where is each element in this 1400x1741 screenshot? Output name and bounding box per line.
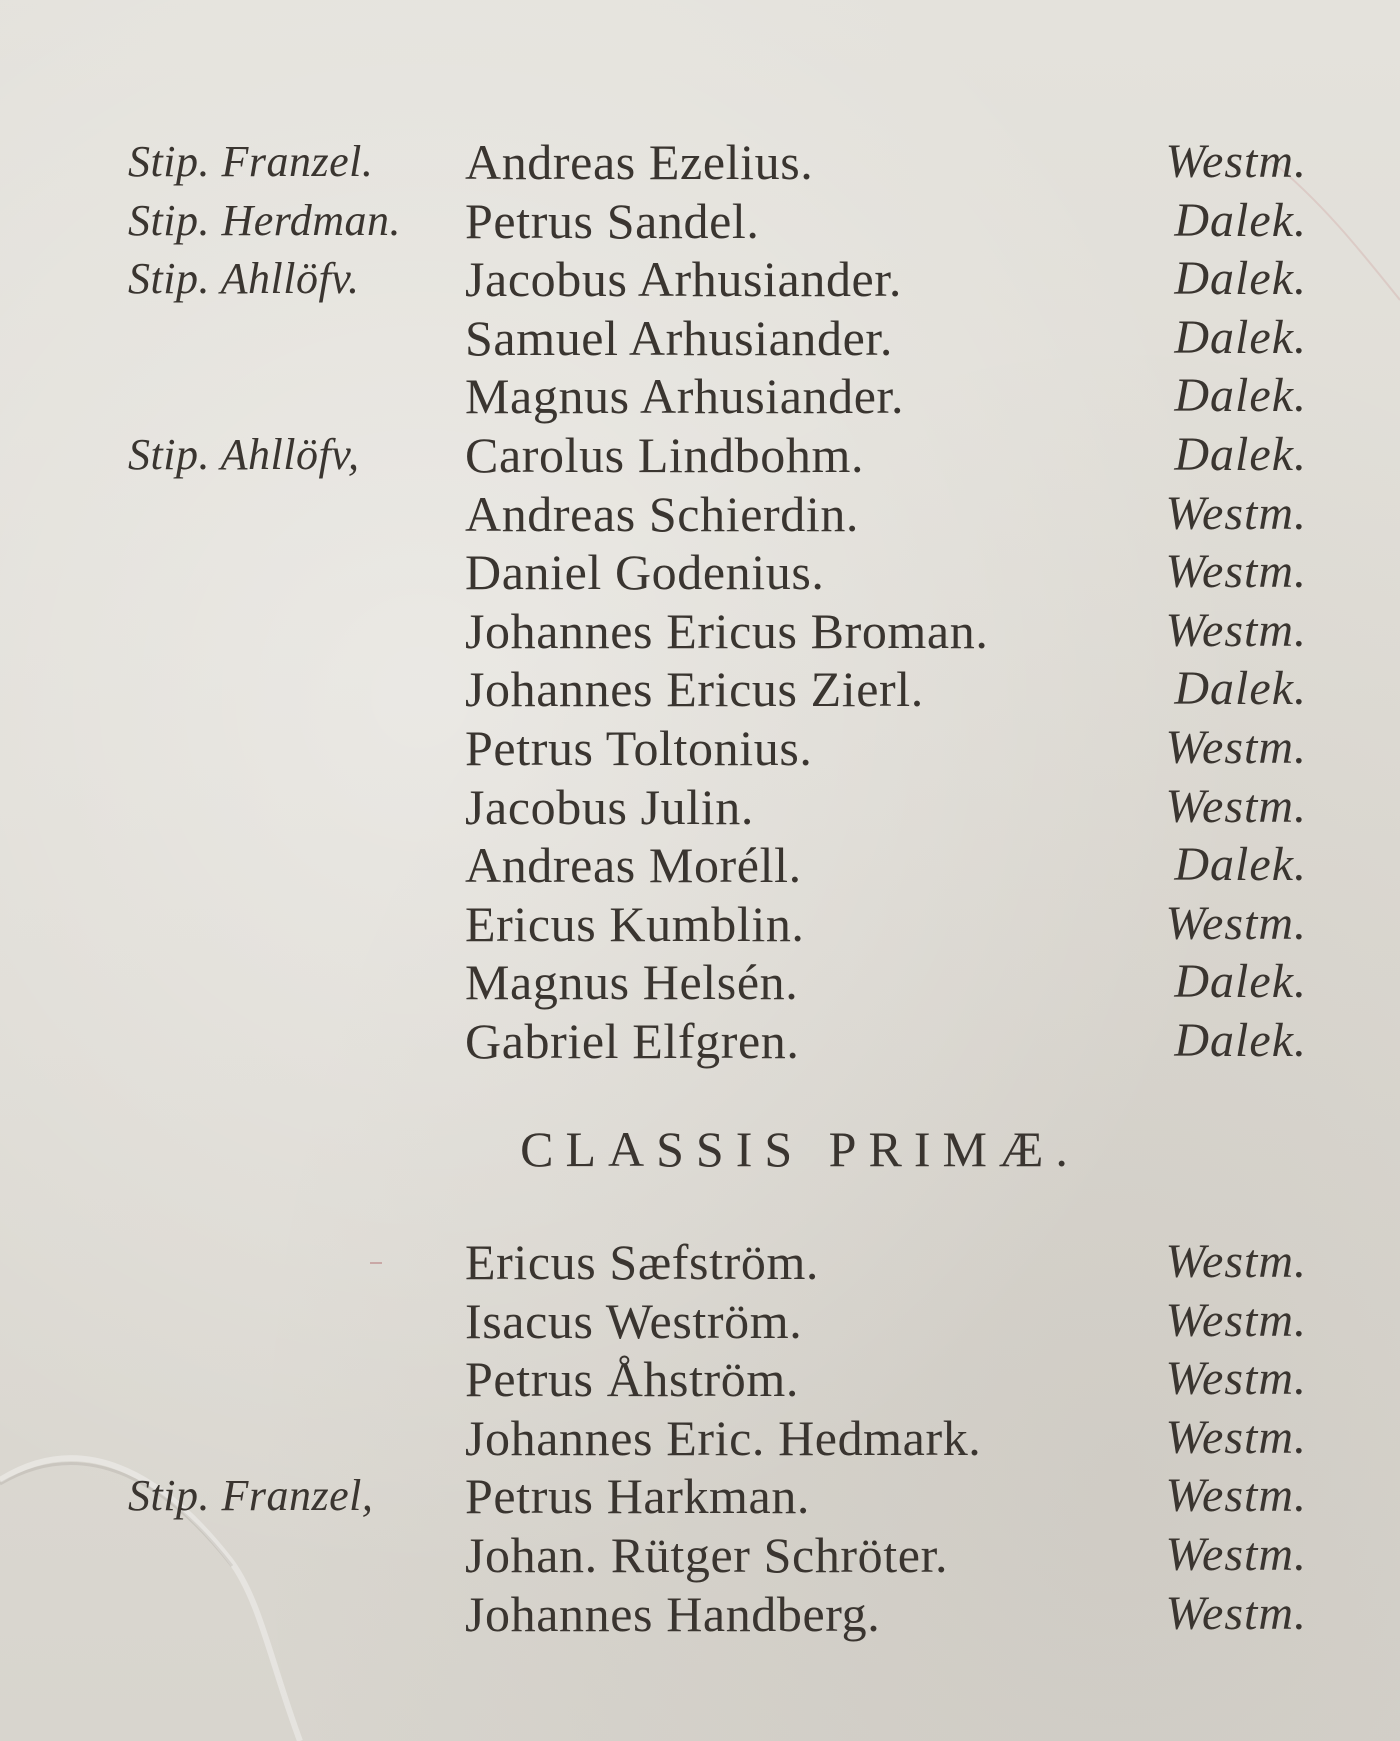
list-row <box>0 719 1400 777</box>
list-row <box>0 485 1400 543</box>
student-name: Jacobus Arhusiander. <box>465 251 902 308</box>
student-name: Carolus Lindbohm. <box>465 427 865 483</box>
student-name: Petrus Sandel. <box>465 192 760 249</box>
student-name: Ericus Sæfström. <box>465 1234 820 1290</box>
student-name: Magnus Helsén. <box>465 954 799 1011</box>
stipend-label: Stip. Franzel, <box>128 1471 374 1521</box>
region-abbrev: Dalek. <box>1174 428 1307 481</box>
student-name: Johannes Ericus Zierl. <box>465 661 924 718</box>
list-row <box>0 778 1400 836</box>
region-abbrev: Westm. <box>1165 1235 1307 1288</box>
class-heading: CLASSIS PRIMÆ. <box>520 1121 1080 1177</box>
region-abbrev: Dalek. <box>1174 838 1307 892</box>
list-row <box>0 1233 1400 1291</box>
student-name: Samuel Arhusiander. <box>465 309 894 366</box>
region-abbrev: Dalek. <box>1174 662 1307 716</box>
region-abbrev: Westm. <box>1165 603 1307 657</box>
region-abbrev: Dalek. <box>1174 955 1307 1009</box>
list-row <box>0 133 1400 191</box>
region-abbrev: Dalek. <box>1174 310 1307 364</box>
student-name: Johannes Eric. Hedmark. <box>465 1409 982 1466</box>
list-row <box>0 543 1400 601</box>
list-row <box>0 426 1400 484</box>
student-name: Andreas Moréll. <box>465 837 802 894</box>
list-row <box>0 1012 1400 1070</box>
region-abbrev: Dalek. <box>1174 369 1307 423</box>
list-row <box>0 953 1400 1011</box>
student-name: Daniel Godenius. <box>465 544 825 601</box>
stipend-label: Stip. Herdman. <box>128 195 402 245</box>
region-abbrev: Dalek. <box>1174 252 1307 306</box>
stipend-label: Stip. Ahllöfv, <box>128 430 360 479</box>
student-name: Johannes Handberg. <box>465 1585 881 1642</box>
region-abbrev: Westm. <box>1165 1410 1307 1464</box>
student-name: Andreas Ezelius. <box>465 134 814 190</box>
list-row <box>0 895 1400 953</box>
region-abbrev: Westm. <box>1165 896 1307 950</box>
student-name: Magnus Arhusiander. <box>465 368 905 425</box>
student-name: Isacus Weström. <box>465 1292 803 1349</box>
region-abbrev: Westm. <box>1165 779 1307 833</box>
region-abbrev: Dalek. <box>1174 1014 1307 1067</box>
region-abbrev: Westm. <box>1165 1352 1307 1406</box>
region-abbrev: Westm. <box>1165 135 1307 188</box>
region-abbrev: Westm. <box>1165 1293 1307 1347</box>
list-row <box>0 1350 1400 1408</box>
list-row <box>0 602 1400 660</box>
list-row <box>0 1292 1400 1350</box>
list-row <box>0 250 1400 308</box>
region-abbrev: Westm. <box>1165 1469 1307 1523</box>
list-row <box>0 192 1400 250</box>
student-name: Ericus Kumblin. <box>465 895 805 952</box>
student-name: Andreas Schierdin. <box>465 485 860 542</box>
region-abbrev: Westm. <box>1165 721 1307 774</box>
list-row <box>0 836 1400 894</box>
student-name: Johannes Ericus Broman. <box>465 602 989 659</box>
student-name: Johan. Rütger Schröter. <box>465 1527 949 1583</box>
region-abbrev: Dalek. <box>1174 193 1307 247</box>
list-row <box>0 1409 1400 1467</box>
list-row <box>0 1467 1400 1525</box>
stipend-label: Stip. Franzel. <box>128 137 374 186</box>
list-row <box>0 1585 1400 1643</box>
list-row <box>0 1526 1400 1584</box>
list-row <box>0 367 1400 425</box>
student-name: Gabriel Elfgren. <box>465 1013 800 1069</box>
student-name: Jacobus Julin. <box>465 778 754 835</box>
list-row <box>0 309 1400 367</box>
stipend-label: Stip. Ahllöfv. <box>128 254 360 304</box>
region-abbrev: Westm. <box>1165 545 1307 599</box>
student-name: Petrus Harkman. <box>465 1468 811 1525</box>
student-name: Petrus Toltonius. <box>465 720 813 776</box>
list-row <box>0 660 1400 718</box>
region-abbrev: Westm. <box>1165 486 1307 540</box>
student-name: Petrus Åhström. <box>465 1351 799 1408</box>
region-abbrev: Westm. <box>1165 1586 1307 1640</box>
region-abbrev: Westm. <box>1165 1528 1307 1581</box>
